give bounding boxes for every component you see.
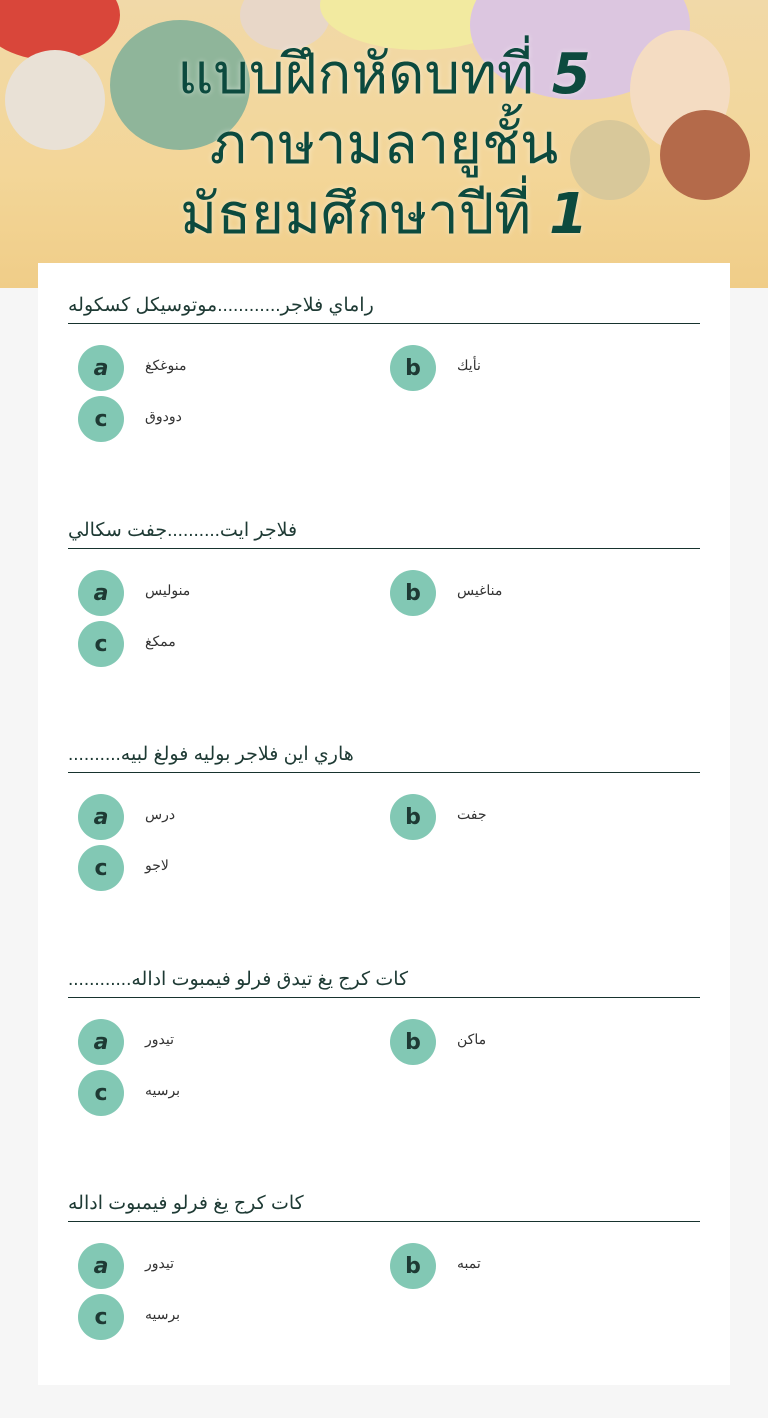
option-letter: a (78, 1019, 124, 1065)
question-text: كات كرج يغ فرلو فيمبوت اداله (68, 1193, 304, 1214)
option-text: درس (145, 805, 176, 822)
divider (68, 997, 700, 998)
option-b[interactable] (390, 1243, 481, 1289)
header-banner (0, 0, 768, 288)
worksheet-card (38, 263, 730, 1385)
option-text: تيدور (145, 1030, 174, 1047)
option-letter: b (390, 1019, 436, 1065)
option-letter: c (78, 845, 124, 891)
question (68, 291, 700, 324)
option-letter: b (390, 345, 436, 391)
option-b[interactable] (390, 794, 486, 840)
option-letter: a (78, 1243, 124, 1289)
option-c[interactable] (78, 1070, 180, 1116)
option-text: ممكغ (145, 632, 176, 649)
option-a[interactable] (78, 1019, 174, 1065)
option-b[interactable] (390, 345, 481, 391)
option-a[interactable] (78, 1243, 174, 1289)
option-letter: b (390, 570, 436, 616)
option-letter: c (78, 396, 124, 442)
option-text: ماكن (457, 1030, 487, 1047)
option-text: منوليس (145, 581, 191, 598)
option-c[interactable] (78, 621, 176, 667)
option-text: برسيه (145, 1305, 181, 1322)
option-letter: b (390, 1243, 436, 1289)
option-text: لاجو (145, 856, 169, 873)
option-a[interactable] (78, 570, 190, 616)
divider (68, 772, 700, 773)
question-text: كات كرج يغ تيدق فرلو فيمبوت اداله............ (68, 969, 409, 990)
option-text: برسيه (145, 1081, 181, 1098)
option-text: منوغكغ (145, 356, 187, 373)
question (68, 516, 700, 549)
divider (68, 1221, 700, 1222)
question-text: هاري اين فلاجر بوليه فولغ لبيه.......... (68, 744, 354, 765)
question-text: راماي فلاجر............موتوسيكل كسكوله (68, 295, 374, 316)
question (68, 965, 700, 998)
option-letter: c (78, 1070, 124, 1116)
option-letter: a (78, 570, 124, 616)
option-text: جفت (457, 805, 487, 822)
question-text: فلاجر ايت..........جفت سكالي (68, 520, 298, 541)
option-letter: c (78, 621, 124, 667)
option-a[interactable] (78, 345, 186, 391)
option-letter: a (78, 345, 124, 391)
option-letter: b (390, 794, 436, 840)
option-c[interactable] (78, 845, 169, 891)
option-text: مناغيس (457, 581, 503, 598)
option-c[interactable] (78, 1294, 180, 1340)
option-text: تيدور (145, 1254, 174, 1271)
divider (68, 548, 700, 549)
divider (68, 323, 700, 324)
option-a[interactable] (78, 794, 175, 840)
option-text: تمبه (457, 1254, 481, 1271)
option-letter: c (78, 1294, 124, 1340)
question (68, 740, 700, 773)
option-letter: a (78, 794, 124, 840)
question (68, 1189, 700, 1222)
option-c[interactable] (78, 396, 182, 442)
option-text: دودوق (145, 407, 182, 424)
option-b[interactable] (390, 1019, 486, 1065)
option-text: نأيك (457, 356, 481, 373)
page-title: แบบฝึกหัดบทที่ 5 ภาษามลายูชั้น มัธยมศึกษาปีที่ 1 (177, 42, 591, 247)
option-b[interactable] (390, 570, 502, 616)
